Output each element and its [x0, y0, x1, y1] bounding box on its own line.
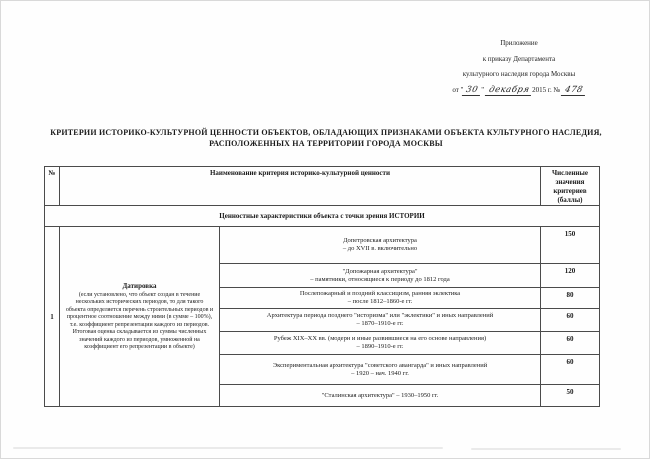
- subcriterion-text: [220, 355, 541, 385]
- subcriterion-period: – 1890–1910-е гг.: [356, 343, 404, 350]
- score-value: 60: [541, 309, 600, 332]
- subcriterion-name: Допетровская архитектура: [343, 237, 417, 244]
- subcriterion-text: [220, 288, 541, 309]
- handwritten-month: декабря: [485, 85, 534, 96]
- score-value: 50: [541, 385, 600, 407]
- subcriterion-text: [220, 332, 541, 355]
- table-header-row: [45, 167, 600, 206]
- subcriterion-name: Экспериментальная архитектура "советского авангарда" и иных направлений: [272, 361, 488, 369]
- approval-block: [424, 36, 614, 98]
- document-title: КРИТЕРИИ ИСТОРИКО-КУЛЬТУРНОЙ ЦЕННОСТИ ОБЪЕКТОВ, ОБЛАДАЮЩИХ ПРИЗНАКАМИ ОБЪЕКТА КУЛЬТУРНОГО НАСЛЕДИЯ, РАСПОЛОЖЕННЫХ НА ТЕРРИТОРИИ ГОРОДА МОСКВЫ: [50, 128, 602, 148]
- col-header-number: №: [45, 167, 60, 206]
- date-year-part: 2015 г. №: [532, 85, 561, 94]
- subcriterion-text: [220, 309, 541, 332]
- section-header-label: Ценностные характеристики объекта с точки зрения ИСТОРИИ: [45, 206, 600, 227]
- score-value: 80: [541, 288, 600, 309]
- approval-line: культурного наследия города Москвы: [462, 70, 576, 78]
- subcriterion-name: Послепожарный и поздний классицизм, ранняя эклектика: [299, 290, 461, 297]
- subcriterion-row: [45, 227, 600, 264]
- subcriterion-name: "Сталинская архитектура" – 1930–1950 гг.: [321, 391, 439, 399]
- score-value: 60: [541, 355, 600, 385]
- score-value: 120: [541, 264, 600, 288]
- scan-artifact: [471, 448, 621, 450]
- criterion-cell: [60, 227, 220, 407]
- subcriterion-period: – после 1812–1860-е гг.: [347, 298, 413, 305]
- subcriterion-period: – 1870–1910-е гг.: [356, 320, 404, 327]
- criterion-note: (если установлено, что объект создан в течение нескольких исторических периодов, то для такого объекта определяется перечень строительных периодов и процентное соотношение между ними (в сумме – 100%), т.е. коэффициент репрезентации каждого из периодов. Итоговая оценка складывается из суммы численных значений каждого из периодов, умноженной на коэффициент его репрезентации в объекте): [65, 291, 214, 350]
- criteria-table: [44, 166, 600, 407]
- subcriterion-name: "Допожарная архитектура": [342, 267, 418, 275]
- approval-line: к приказу Департамента: [482, 54, 556, 63]
- date-prefix: от ": [452, 85, 464, 94]
- subcriterion-text: [220, 264, 541, 288]
- subcriterion-period: – до XVII в. включительно: [342, 245, 418, 252]
- subcriterion-text: [220, 385, 541, 407]
- handwritten-order-number: 478: [561, 85, 587, 96]
- subcriterion-period: – памятники, относящиеся к периоду до 1812 года: [310, 275, 450, 283]
- col-header-criterion: Наименование критерия историко-культурной ценности: [60, 167, 541, 206]
- criterion-title: Датировка: [122, 281, 157, 290]
- score-value: 60: [541, 332, 600, 355]
- handwritten-day: 30: [462, 85, 482, 96]
- approval-date-line: [424, 83, 614, 99]
- approval-line: Приложение: [500, 39, 538, 47]
- col-header-score: Численные значения критериев (баллы): [541, 167, 600, 206]
- score-value: 150: [541, 227, 600, 264]
- subcriterion-period: – 1920 – нач. 1940 гг.: [351, 369, 409, 377]
- section-header-row: [45, 206, 600, 227]
- scan-artifact: [13, 447, 443, 449]
- subcriterion-name: Архитектура периода позднего "историзма" или "эклектики" и иных направлений: [266, 312, 494, 319]
- row-number: 1: [45, 227, 60, 407]
- date-close-quote: ": [481, 85, 485, 94]
- subcriterion-name: Рубеж XIX–XX вв. (модерн и иные развившиеся на его основе направления): [273, 335, 487, 342]
- subcriterion-text: [220, 227, 541, 264]
